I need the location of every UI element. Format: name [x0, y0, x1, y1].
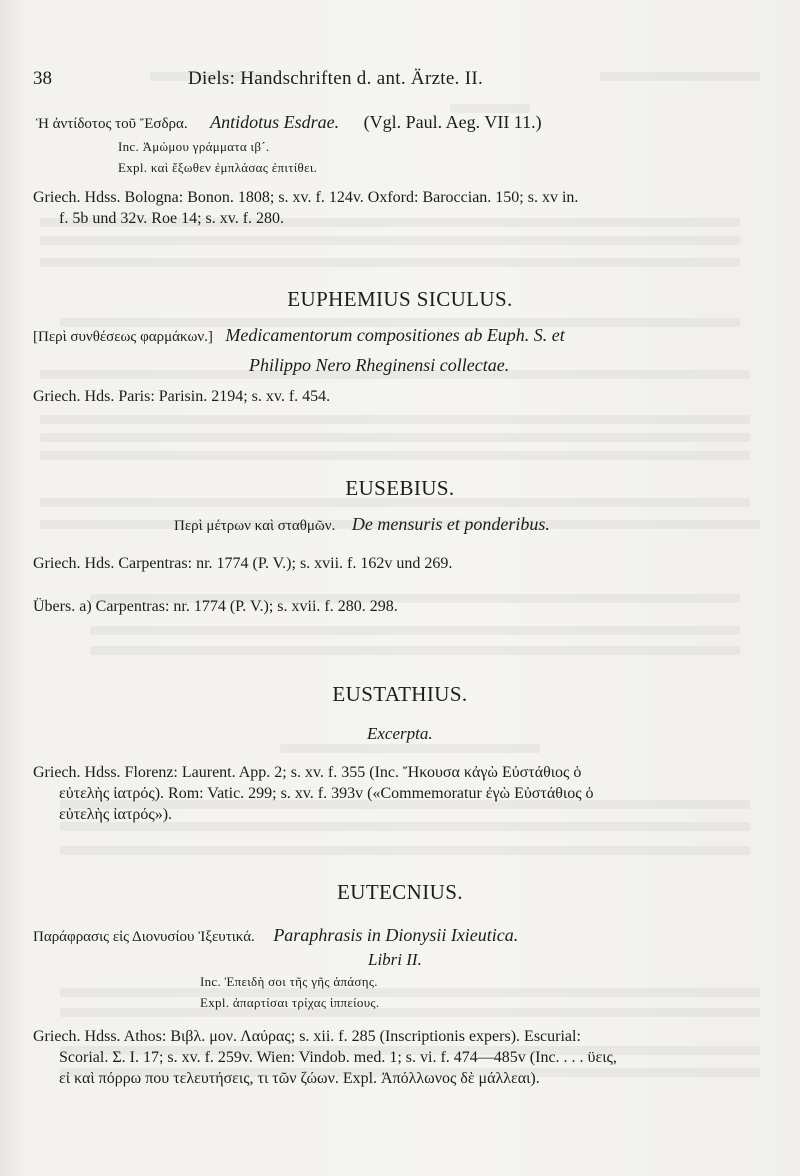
eutecnius-title: [33, 925, 518, 946]
eusebius-greek-title: Περὶ μέτρων καὶ σταθμῶν.: [174, 518, 336, 534]
antidotus-reference: (Vgl. Paul. Aeg. VII 11.): [363, 112, 542, 132]
antidotus-greek-title: Ἡ ἀντίδοτος τοῦ Ἔσδρα.: [36, 116, 188, 132]
antidotus-manuscripts-line-1: Griech. Hdss. Bologna: Bonon. 1808; s. xv. f. 124v. Oxford: Baroccian. 150; s. xv in.: [33, 189, 579, 206]
euphemius-latin-title-2: Philippo Nero Rheginensi collectae.: [249, 355, 510, 375]
eutecnius-manuscripts-line-3: εἰ καὶ πόρρω που τελευτήσεις, τι τῶν ζώων. Expl. Ἀπόλλωνος δὲ μάλλεαι).: [59, 1070, 540, 1087]
eusebius-title: [174, 514, 550, 535]
euphemius-manuscripts: Griech. Hds. Paris: Parisin. 2194; s. xv. f. 454.: [33, 388, 331, 405]
eusebius-translations: Übers. a) Carpentras: nr. 1774 (P. V.); s. xvii. f. 280. 298.: [33, 598, 398, 615]
antidotus-incipit: Inc. Ἀμώμου γράμματα ιβ´.: [118, 139, 270, 154]
antidotus-latin-title: Antidotus Esdrae.: [210, 112, 340, 132]
euphemius-title-line-1: [33, 325, 565, 346]
eustathius-manuscripts-line-3: εὐτελὴς ἰατρός»).: [59, 806, 173, 823]
eutecnius-manuscripts-line-2: Scorial. Σ. I. 17; s. xv. f. 259v. Wien: Vindob. med. 1; s. vi. f. 474—485v (Inc. . . . ϋεις,: [59, 1049, 617, 1066]
eutecnius-latin-title: Paraphrasis in Dionysii Ixieutica.: [273, 925, 519, 945]
eutecnius-heading: EUTECNIUS.: [337, 880, 463, 904]
eutecnius-greek-title: Παράφρασις εἰς Διονυσίου Ἰξευτικά.: [33, 929, 255, 945]
eustathius-manuscripts-line-1: Griech. Hdss. Florenz: Laurent. App. 2; s. xv. f. 355 (Inc. Ἤκουσα κἀγὼ Εὐστάθιος ὁ: [33, 764, 582, 781]
eutecnius-incipit: Inc. Ἐπειδὴ σοι τῆς γῆς ἁπάσης.: [200, 974, 378, 989]
running-title: Diels: Handschriften d. ant. Ärzte. II.: [188, 68, 484, 89]
eusebius-latin-title: De mensuris et ponderibus.: [351, 514, 550, 534]
eutecnius-explicit: Expl. ἀπαρτίσαι τρίχας ἱππείους.: [200, 995, 380, 1010]
eutecnius-manuscripts-line-1: Griech. Hdss. Athos: Βιβλ. μον. Λαύρας; s. xii. f. 285 (Inscriptionis expers). Escurial:: [33, 1028, 581, 1045]
eutecnius-libri: Libri II.: [368, 950, 422, 969]
euphemius-latin-title-1: Medicamentorum compositiones ab Euph. S. et: [225, 325, 565, 345]
antidotus-entry-title: [36, 112, 542, 133]
eustathius-subtitle: Excerpta.: [367, 724, 433, 743]
page-number: 38: [33, 68, 52, 89]
antidotus-manuscripts-line-2: f. 5b und 32v. Roe 14; s. xv. f. 280.: [59, 210, 285, 227]
antidotus-explicit: Expl. καὶ ἔξωθεν ἐμπλάσας ἐπιτίθει.: [118, 160, 318, 175]
eustathius-heading: EUSTATHIUS.: [332, 682, 468, 706]
euphemius-heading: EUPHEMIUS SICULUS.: [287, 287, 513, 311]
eusebius-manuscripts: Griech. Hds. Carpentras: nr. 1774 (P. V.); s. xvii. f. 162v und 269.: [33, 555, 453, 572]
eustathius-manuscripts-line-2: εὐτελὴς ἰατρός). Rom: Vatic. 299; s. xv. f. 393v («Commemoratur ἐγὼ Εὐστάθιος ὁ: [59, 785, 594, 802]
euphemius-greek-title: [Περὶ συνθέσεως φαρμάκων.]: [33, 329, 213, 345]
eusebius-heading: EUSEBIUS.: [345, 476, 455, 500]
